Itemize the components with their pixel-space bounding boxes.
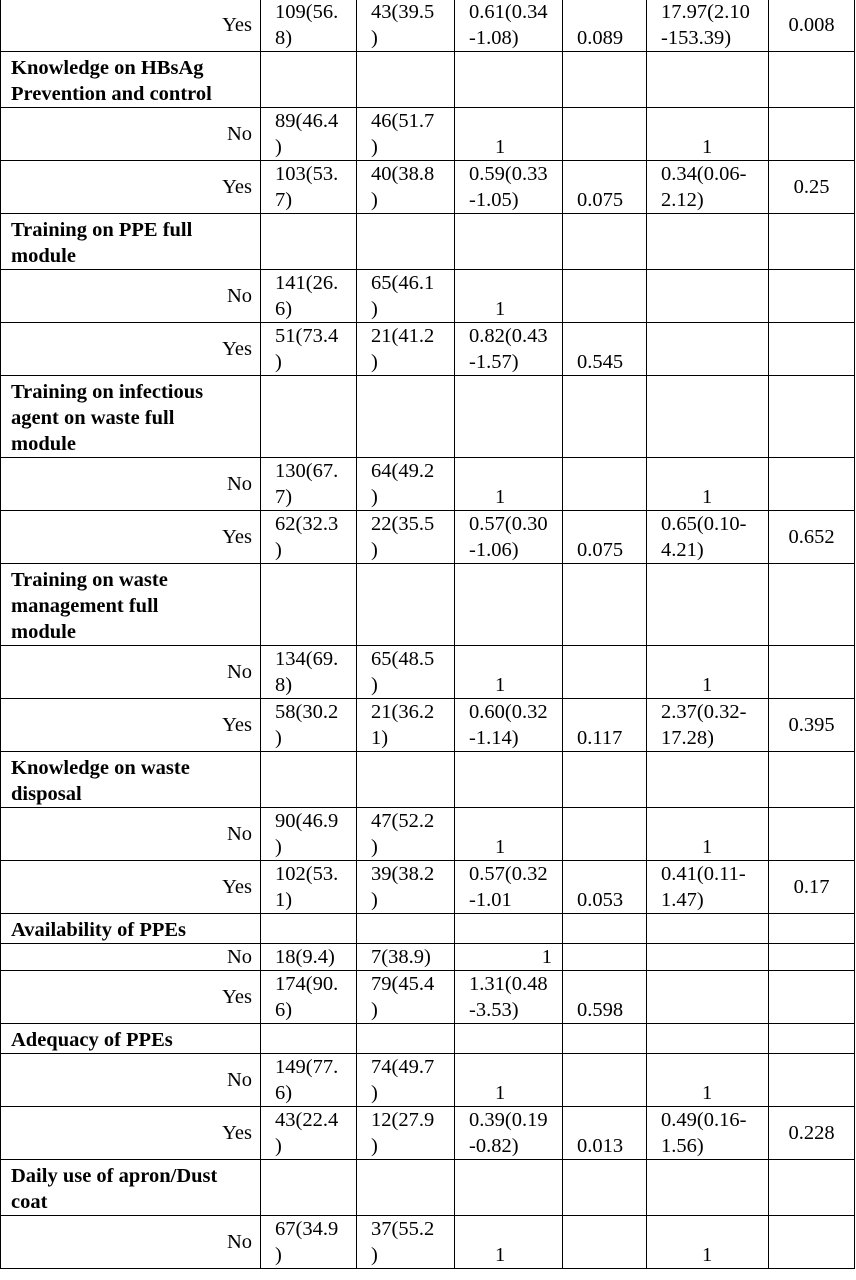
crude-odds-ratio-cell: 1 <box>455 270 563 323</box>
percent-cell: 46(51.7 ) <box>357 108 455 161</box>
adjusted-odds-ratio-cell: 0.41(0.11- 1.47) <box>647 861 769 914</box>
section-title: Training on PPE full module <box>1 214 261 270</box>
table-row <box>1 808 855 861</box>
crude-p-value-cell: 0.075 <box>563 161 647 214</box>
count-cell: 149(77. 6) <box>261 1054 357 1107</box>
table-row <box>1 0 855 52</box>
row-label: No <box>1 1216 261 1269</box>
adjusted-p-value-cell: 0.395 <box>769 699 855 752</box>
empty-cell <box>769 214 855 270</box>
empty-cell <box>261 1160 357 1216</box>
adjusted-p-value-cell <box>769 1216 855 1269</box>
empty-cell <box>357 1160 455 1216</box>
adjusted-odds-ratio-cell: 2.37(0.32- 17.28) <box>647 699 769 752</box>
empty-cell <box>647 52 769 108</box>
table-row <box>1 1054 855 1107</box>
adjusted-odds-ratio-cell: 0.34(0.06- 2.12) <box>647 161 769 214</box>
percent-cell: 7(38.9) <box>357 944 455 971</box>
empty-cell <box>647 564 769 646</box>
count-cell: 134(69. 8) <box>261 646 357 699</box>
count-cell: 109(56. 8) <box>261 0 357 52</box>
adjusted-odds-ratio-cell: 1 <box>647 458 769 511</box>
empty-cell <box>357 376 455 458</box>
crude-p-value-cell: 0.117 <box>563 699 647 752</box>
adjusted-p-value-cell <box>769 646 855 699</box>
empty-cell <box>357 214 455 270</box>
section-title: Training on waste management full module <box>1 564 261 646</box>
adjusted-odds-ratio-cell: 1 <box>647 808 769 861</box>
crude-odds-ratio-cell: 0.57(0.32 -1.01 <box>455 861 563 914</box>
percent-cell: 65(46.1 ) <box>357 270 455 323</box>
section-header-row <box>1 52 855 108</box>
adjusted-p-value-cell <box>769 1054 855 1107</box>
row-label: Yes <box>1 511 261 564</box>
table-row <box>1 270 855 323</box>
count-cell: 89(46.4 ) <box>261 108 357 161</box>
table-row <box>1 161 855 214</box>
empty-cell <box>769 1160 855 1216</box>
adjusted-odds-ratio-cell <box>647 971 769 1024</box>
crude-odds-ratio-cell: 1 <box>455 458 563 511</box>
crude-p-value-cell: 0.545 <box>563 323 647 376</box>
adjusted-p-value-cell: 0.652 <box>769 511 855 564</box>
crude-odds-ratio-cell: 0.60(0.32 -1.14) <box>455 699 563 752</box>
empty-cell <box>455 1024 563 1054</box>
empty-cell <box>769 914 855 944</box>
empty-cell <box>769 752 855 808</box>
empty-cell <box>455 376 563 458</box>
crude-odds-ratio-cell: 0.82(0.43 -1.57) <box>455 323 563 376</box>
empty-cell <box>357 1024 455 1054</box>
adjusted-p-value-cell <box>769 944 855 971</box>
empty-cell <box>455 564 563 646</box>
adjusted-p-value-cell <box>769 458 855 511</box>
row-label: Yes <box>1 323 261 376</box>
crude-odds-ratio-cell: 0.59(0.33 -1.05) <box>455 161 563 214</box>
crude-p-value-cell <box>563 270 647 323</box>
count-cell: 102(53. 1) <box>261 861 357 914</box>
adjusted-p-value-cell <box>769 971 855 1024</box>
adjusted-p-value-cell: 0.17 <box>769 861 855 914</box>
percent-cell: 12(27.9 ) <box>357 1107 455 1160</box>
empty-cell <box>647 1024 769 1054</box>
section-title: Knowledge on HBsAg Prevention and control <box>1 52 261 108</box>
adjusted-odds-ratio-cell <box>647 944 769 971</box>
empty-cell <box>357 564 455 646</box>
row-label: No <box>1 108 261 161</box>
crude-odds-ratio-cell: 1 <box>455 808 563 861</box>
crude-odds-ratio-cell: 1.31(0.48 -3.53) <box>455 971 563 1024</box>
empty-cell <box>563 376 647 458</box>
section-header-row <box>1 214 855 270</box>
empty-cell <box>769 1024 855 1054</box>
row-label: No <box>1 270 261 323</box>
adjusted-p-value-cell <box>769 108 855 161</box>
empty-cell <box>261 1024 357 1054</box>
section-header-row <box>1 914 855 944</box>
crude-p-value-cell: 0.075 <box>563 511 647 564</box>
crude-p-value-cell <box>563 646 647 699</box>
section-title: Adequacy of PPEs <box>1 1024 261 1054</box>
empty-cell <box>455 752 563 808</box>
crude-odds-ratio-cell: 1 <box>455 646 563 699</box>
empty-cell <box>261 214 357 270</box>
table-row <box>1 108 855 161</box>
percent-cell: 21(36.2 1) <box>357 699 455 752</box>
count-cell: 58(30.2 ) <box>261 699 357 752</box>
row-label: Yes <box>1 1107 261 1160</box>
adjusted-p-value-cell <box>769 270 855 323</box>
count-cell: 130(67. 7) <box>261 458 357 511</box>
percent-cell: 21(41.2 ) <box>357 323 455 376</box>
row-label: No <box>1 646 261 699</box>
empty-cell <box>455 914 563 944</box>
table-row <box>1 323 855 376</box>
crude-p-value-cell: 0.089 <box>563 0 647 52</box>
row-label: Yes <box>1 699 261 752</box>
results-table-body <box>1 0 855 1269</box>
empty-cell <box>357 752 455 808</box>
percent-cell: 47(52.2 ) <box>357 808 455 861</box>
section-title: Availability of PPEs <box>1 914 261 944</box>
crude-odds-ratio-cell: 1 <box>455 108 563 161</box>
empty-cell <box>455 52 563 108</box>
empty-cell <box>647 914 769 944</box>
percent-cell: 79(45.4 ) <box>357 971 455 1024</box>
empty-cell <box>769 376 855 458</box>
table-row <box>1 699 855 752</box>
empty-cell <box>563 752 647 808</box>
percent-cell: 43(39.5 ) <box>357 0 455 52</box>
empty-cell <box>455 214 563 270</box>
empty-cell <box>455 1160 563 1216</box>
crude-p-value-cell: 0.053 <box>563 861 647 914</box>
crude-p-value-cell <box>563 808 647 861</box>
percent-cell: 74(49.7 ) <box>357 1054 455 1107</box>
empty-cell <box>647 376 769 458</box>
crude-p-value-cell <box>563 1054 647 1107</box>
crude-odds-ratio-cell: 1 <box>455 1054 563 1107</box>
adjusted-odds-ratio-cell: 1 <box>647 108 769 161</box>
empty-cell <box>563 214 647 270</box>
adjusted-odds-ratio-cell: 0.65(0.10- 4.21) <box>647 511 769 564</box>
row-label: Yes <box>1 161 261 214</box>
section-title: Training on infectious agent on waste full module <box>1 376 261 458</box>
section-title: Knowledge on waste disposal <box>1 752 261 808</box>
table-row <box>1 1216 855 1269</box>
percent-cell: 39(38.2 ) <box>357 861 455 914</box>
count-cell: 141(26. 6) <box>261 270 357 323</box>
table-row <box>1 646 855 699</box>
count-cell: 43(22.4 ) <box>261 1107 357 1160</box>
adjusted-p-value-cell <box>769 808 855 861</box>
empty-cell <box>261 376 357 458</box>
percent-cell: 37(55.2 ) <box>357 1216 455 1269</box>
count-cell: 18(9.4) <box>261 944 357 971</box>
section-header-row <box>1 1160 855 1216</box>
percent-cell: 40(38.8 ) <box>357 161 455 214</box>
table-row <box>1 944 855 971</box>
row-label: No <box>1 944 261 971</box>
row-label: No <box>1 808 261 861</box>
adjusted-odds-ratio-cell <box>647 270 769 323</box>
section-title: Daily use of apron/Dust coat <box>1 1160 261 1216</box>
percent-cell: 65(48.5 ) <box>357 646 455 699</box>
empty-cell <box>563 914 647 944</box>
empty-cell <box>647 752 769 808</box>
row-label: Yes <box>1 0 261 52</box>
adjusted-p-value-cell: 0.25 <box>769 161 855 214</box>
empty-cell <box>563 1024 647 1054</box>
adjusted-odds-ratio-cell: 17.97(2.10 -153.39) <box>647 0 769 52</box>
table-row <box>1 971 855 1024</box>
row-label: No <box>1 1054 261 1107</box>
adjusted-p-value-cell <box>769 323 855 376</box>
count-cell: 51(73.4 ) <box>261 323 357 376</box>
table-row <box>1 511 855 564</box>
empty-cell <box>357 52 455 108</box>
adjusted-odds-ratio-cell <box>647 323 769 376</box>
empty-cell <box>647 214 769 270</box>
adjusted-odds-ratio-cell: 1 <box>647 1054 769 1107</box>
crude-p-value-cell <box>563 1216 647 1269</box>
count-cell: 67(34.9 ) <box>261 1216 357 1269</box>
table-row <box>1 458 855 511</box>
row-label: Yes <box>1 971 261 1024</box>
empty-cell <box>261 564 357 646</box>
row-label: No <box>1 458 261 511</box>
crude-odds-ratio-cell: 0.39(0.19 -0.82) <box>455 1107 563 1160</box>
table-row <box>1 1107 855 1160</box>
row-label: Yes <box>1 861 261 914</box>
empty-cell <box>563 564 647 646</box>
count-cell: 90(46.9 ) <box>261 808 357 861</box>
empty-cell <box>769 52 855 108</box>
section-header-row <box>1 752 855 808</box>
crude-odds-ratio-cell: 1 <box>455 1216 563 1269</box>
section-header-row <box>1 1024 855 1054</box>
percent-cell: 22(35.5 ) <box>357 511 455 564</box>
crude-p-value-cell <box>563 944 647 971</box>
crude-odds-ratio-cell: 1 <box>455 944 563 971</box>
adjusted-p-value-cell: 0.228 <box>769 1107 855 1160</box>
empty-cell <box>647 1160 769 1216</box>
crude-p-value-cell <box>563 108 647 161</box>
count-cell: 62(32.3 ) <box>261 511 357 564</box>
empty-cell <box>261 52 357 108</box>
section-header-row <box>1 376 855 458</box>
percent-cell: 64(49.2 ) <box>357 458 455 511</box>
empty-cell <box>261 752 357 808</box>
empty-cell <box>563 1160 647 1216</box>
empty-cell <box>563 52 647 108</box>
crude-odds-ratio-cell: 0.61(0.34 -1.08) <box>455 0 563 52</box>
crude-p-value-cell <box>563 458 647 511</box>
crude-p-value-cell: 0.013 <box>563 1107 647 1160</box>
adjusted-odds-ratio-cell: 0.49(0.16- 1.56) <box>647 1107 769 1160</box>
adjusted-odds-ratio-cell: 1 <box>647 646 769 699</box>
count-cell: 103(53. 7) <box>261 161 357 214</box>
adjusted-odds-ratio-cell: 1 <box>647 1216 769 1269</box>
section-header-row <box>1 564 855 646</box>
adjusted-p-value-cell: 0.008 <box>769 0 855 52</box>
empty-cell <box>261 914 357 944</box>
empty-cell <box>357 914 455 944</box>
crude-p-value-cell: 0.598 <box>563 971 647 1024</box>
crude-odds-ratio-cell: 0.57(0.30 -1.06) <box>455 511 563 564</box>
table-row <box>1 861 855 914</box>
count-cell: 174(90. 6) <box>261 971 357 1024</box>
empty-cell <box>769 564 855 646</box>
